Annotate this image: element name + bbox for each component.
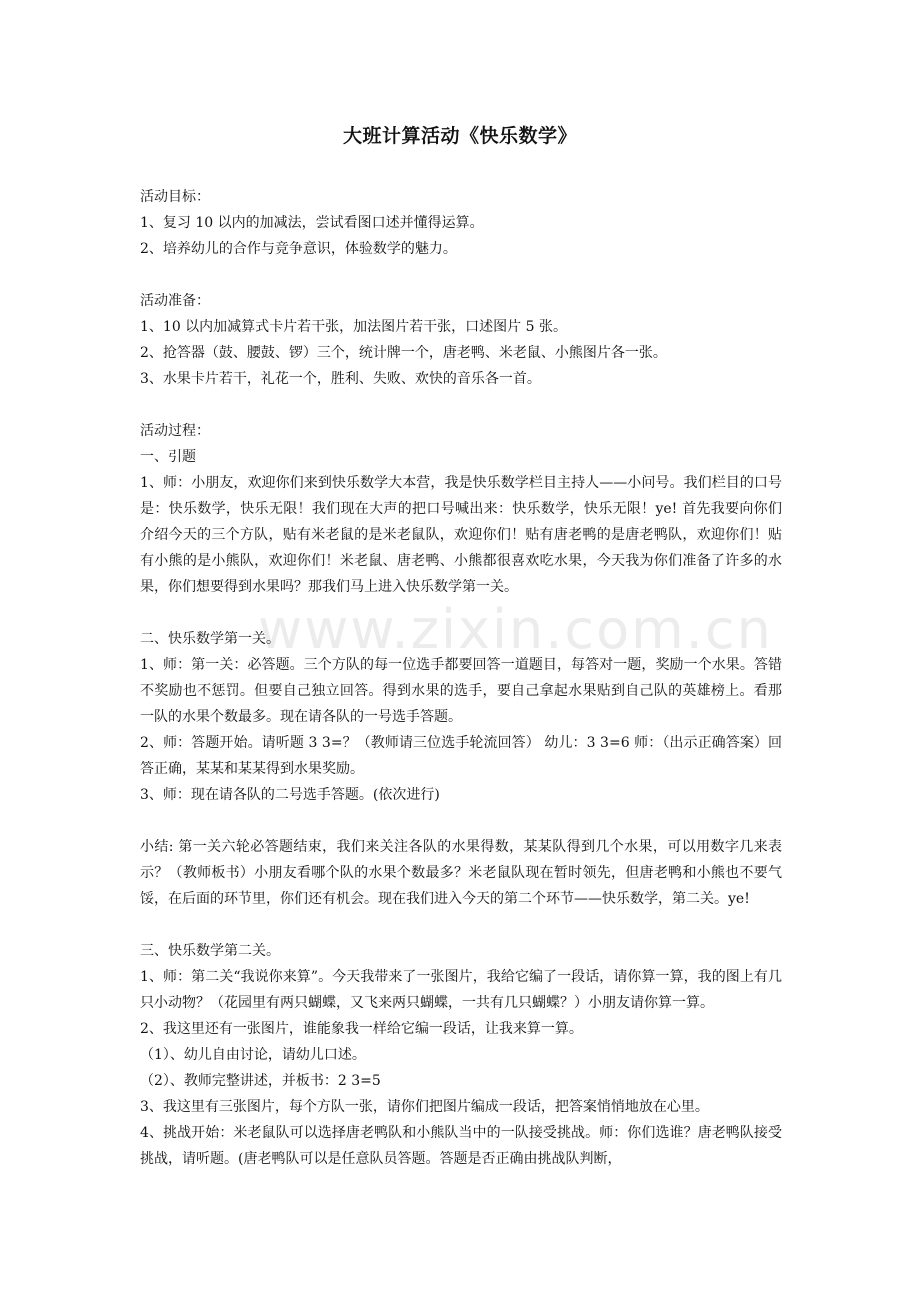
paragraph: 1、师：第二关“我说你来算”。今天我带来了一张图片，我给它编了一段话，请你算一算，我的图上有几只小动物？（花园里有两只蝴蝶，又飞来两只蝴蝶，一共有几只蝴蝶？）小朋友请你算一算。 <box>140 969 782 1011</box>
paragraph-gap <box>140 600 782 626</box>
paragraph: 1、师：小朋友，欢迎你们来到快乐数学大本营，我是快乐数学栏目主持人——小问号。我们栏目的口号是：快乐数学，快乐无限！我们现在大声的把口号喊出来：快乐数学，快乐无限！ye! 首先我要向你们介绍今天的三个方队，贴有米老鼠的是米老鼠队，欢迎你们！贴有唐老鸭的是唐老鸭队，欢迎你们！贴有小熊的是小熊队，欢迎你们！米老鼠、唐老鸭、小熊都很喜欢吃水果，今天我为你们准备了许多的水果，你们想要得到水果吗？那我们马上进入快乐数学第一关。 <box>140 475 782 595</box>
paragraph: 1、师：第一关：必答题。三个方队的每一位选手都要回答一道题目，每答对一题，奖励一个水果。答错不奖励也不惩罚。但要自己独立回答。得到水果的选手，要自己拿起水果贴到自己队的英雄榜上。看那一队的水果个数最多。现在请各队的一号选手答题。 <box>140 657 782 725</box>
paragraph: 1、10 以内加减算式卡片若干张，加法图片若干张，口述图片 5 张。 <box>140 319 567 335</box>
paragraph: 2、培养幼儿的合作与竞争意识，体验数学的魅力。 <box>140 241 457 257</box>
document-title: 大班计算活动《快乐数学》 <box>342 125 577 147</box>
paragraph: 活动目标： <box>140 189 210 205</box>
paragraph: 1、复习 10 以内的加减法，尝试看图口述并懂得运算。 <box>140 215 484 231</box>
paragraph: 4、挑战开始：米老鼠队可以选择唐老鸭队和小熊队当中的一队接受挑战。师：你们选谁？唐老鸭队接受挑战，请听题。(唐老鸭队可以是任意队员答题。答题是否正确由挑战队判断， <box>140 1125 782 1167</box>
paragraph: （2）、教师完整讲述，并板书：2 3=5 <box>140 1073 381 1089</box>
document-body <box>140 184 782 1172</box>
paragraph-gap <box>140 912 782 938</box>
paragraph: 2、我这里还有一张图片，谁能象我一样给它编一段话，让我来算一算。 <box>140 1021 583 1037</box>
paragraph: 3、水果卡片若干，礼花一个，胜利、失败、欢快的音乐各一首。 <box>140 371 541 387</box>
paragraph: 3、师：现在请各队的二号选手答题。(依次进行) <box>140 787 440 803</box>
paragraph: 二、快乐数学第一关。 <box>140 631 280 647</box>
paragraph: 三、快乐数学第二关。 <box>140 943 280 959</box>
watermark: www.zixin.com.cn <box>258 598 773 661</box>
paragraph-gap <box>140 262 782 288</box>
paragraph: 小结: 第一关六轮必答题结束，我们来关注各队的水果得数，某某队得到几个水果，可以用数字几来表示？（教师板书）小朋友看哪个队的水果个数最多？米老鼠队现在暂时领先，但唐老鸭和小熊也不要气馁，在后面的环节里，你们还有机会。现在我们进入今天的第二个环节——快乐数学，第二关。ye! <box>140 839 782 907</box>
paragraph: 2、抢答器（鼓、腰鼓、锣）三个，统计牌一个，唐老鸭、米老鼠、小熊图片各一张。 <box>140 345 667 361</box>
paragraph: 活动准备： <box>140 293 210 309</box>
paragraph: 一、引题 <box>140 449 196 465</box>
paragraph-gap <box>140 392 782 418</box>
paragraph-gap <box>140 808 782 834</box>
paragraph: 活动过程： <box>140 423 210 439</box>
paragraph: 2、师：答题开始。请听题 3 3=？（教师请三位选手轮流回答） 幼儿：3 3=6 师：（出示正确答案）回答正确，某某和某某得到水果奖励。 <box>140 735 782 777</box>
paragraph: （1）、幼儿自由讨论，请幼儿口述。 <box>140 1047 366 1063</box>
paragraph: 3、我这里有三张图片，每个方队一张，请你们把图片编成一段话，把答案悄悄地放在心里。 <box>140 1099 709 1115</box>
